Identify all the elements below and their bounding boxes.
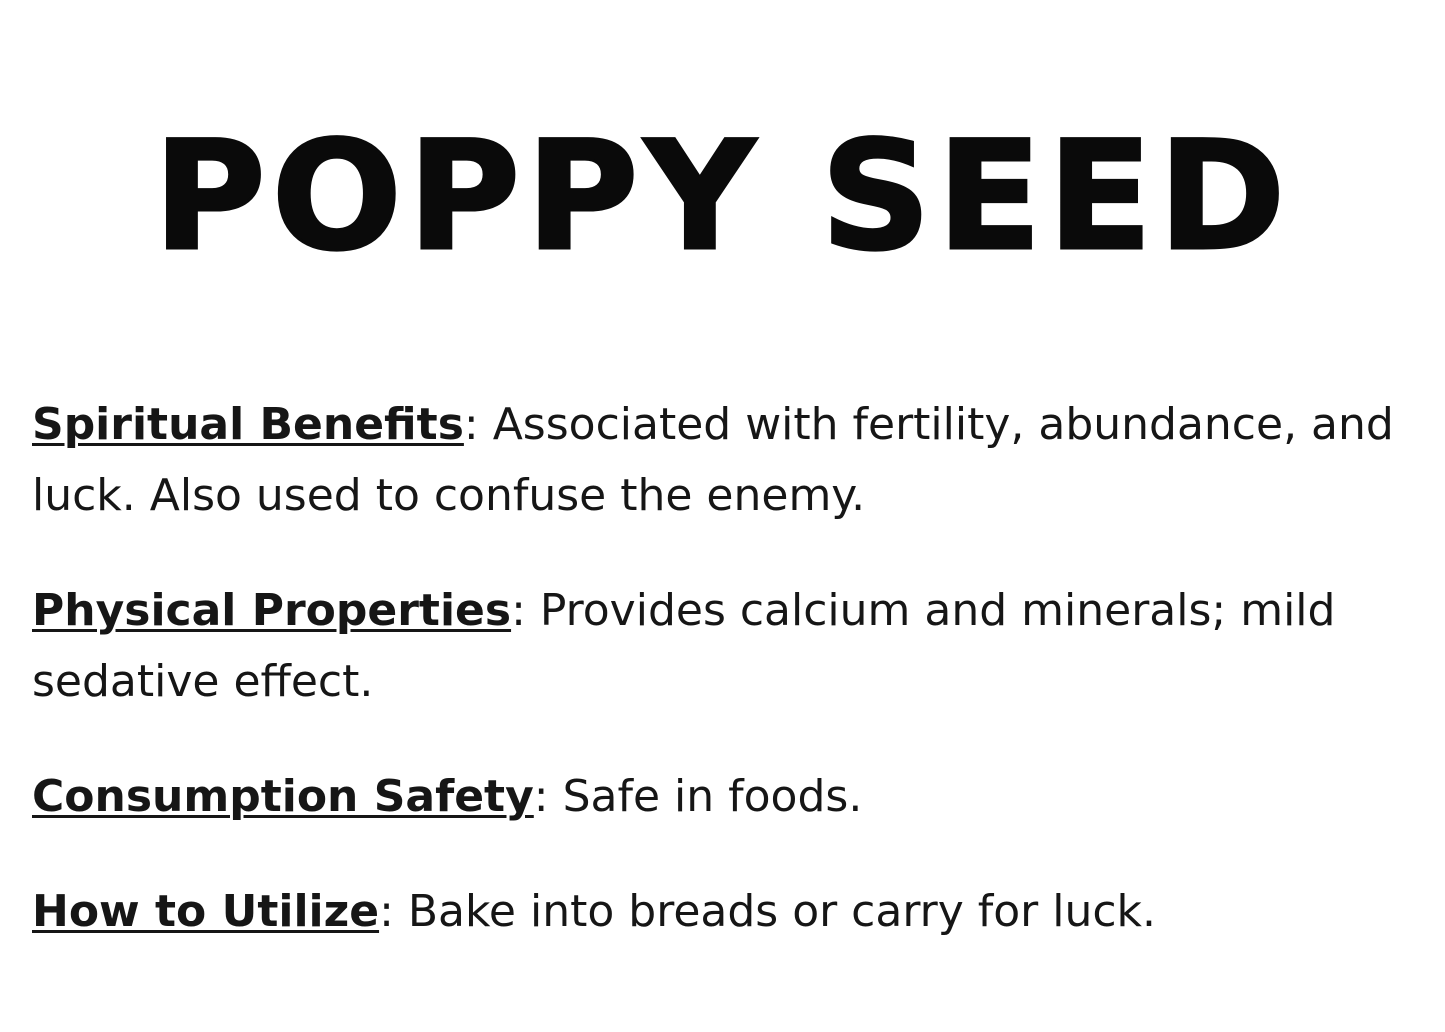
entry-spiritual-benefits (32, 389, 1408, 531)
content-body (32, 345, 1408, 991)
page-title: POPPY SEED (153, 109, 1292, 284)
entry-separator: : (463, 399, 493, 450)
entry-text: Safe in foods. (562, 771, 863, 822)
entry-separator: : (533, 771, 563, 822)
entry-separator: : (511, 585, 540, 636)
entry-consumption-safety (32, 761, 1402, 832)
entry-label: How to Utilize (32, 886, 380, 937)
entry-label: Physical Properties (32, 585, 512, 636)
entry-text: Associated with fertility, abundance, and luck. Also used to confuse the enemy. (32, 399, 1408, 521)
entry-label: Spiritual Benefits (32, 399, 464, 450)
entry-label: Consumption Safety (32, 771, 534, 822)
entry-physical-properties (32, 575, 1402, 717)
entry-separator: : (379, 886, 408, 937)
entry-how-to-utilize (32, 876, 1402, 947)
entry-text: Bake into breads or carry for luck. (407, 886, 1157, 937)
entry-text: Provides calcium and minerals; mild sedative effect. (32, 585, 1350, 707)
